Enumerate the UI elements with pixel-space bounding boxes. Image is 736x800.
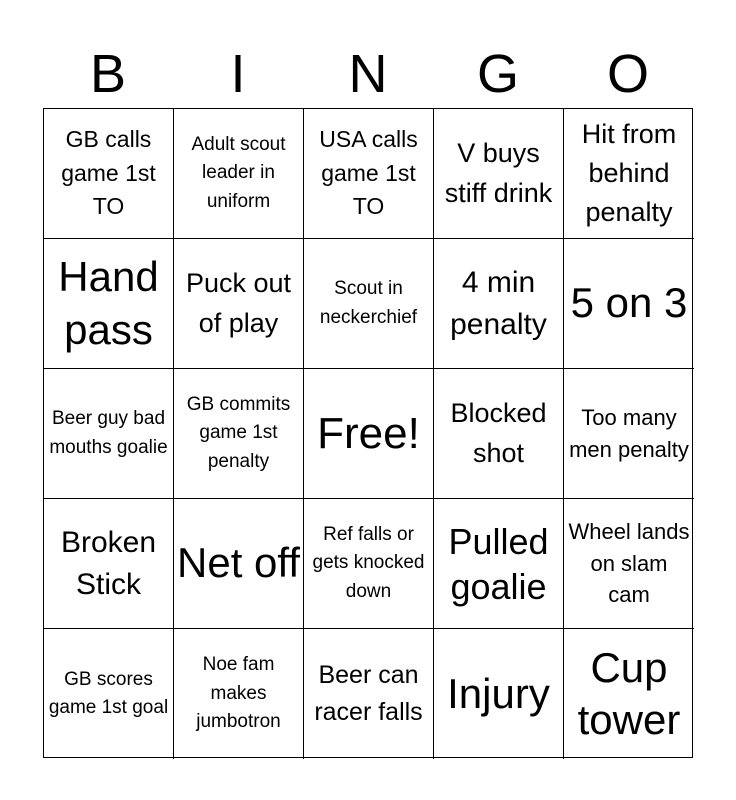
bingo-card xyxy=(43,108,693,758)
bingo-cell[interactable] xyxy=(304,109,434,239)
bingo-cell[interactable] xyxy=(434,499,564,629)
bingo-cell[interactable] xyxy=(44,369,174,499)
header-letter-n: N xyxy=(348,44,388,104)
bingo-cell[interactable] xyxy=(44,629,174,759)
cell-text: Too many men penalty xyxy=(569,404,689,462)
cell-text: Beer can racer falls xyxy=(314,660,423,726)
cell-text: Injury xyxy=(447,669,550,717)
bingo-cell[interactable] xyxy=(564,239,694,369)
header-letter-i: I xyxy=(230,44,246,104)
bingo-cell[interactable] xyxy=(174,629,304,759)
bingo-cell[interactable] xyxy=(304,239,434,369)
cell-text: Adult scout leader in uniform xyxy=(191,133,286,212)
header-letter-g: G xyxy=(476,44,519,104)
cell-text: Scout in neckerchief xyxy=(319,278,418,328)
free-space[interactable] xyxy=(304,369,434,499)
bingo-cell[interactable] xyxy=(174,369,304,499)
bingo-cell[interactable] xyxy=(44,239,174,369)
bingo-cell[interactable] xyxy=(44,499,174,629)
bingo-cell[interactable] xyxy=(44,109,174,239)
header-letter-o: O xyxy=(606,44,649,104)
cell-text: Broken Stick xyxy=(60,525,157,601)
bingo-cell[interactable] xyxy=(564,499,694,629)
header-letter-b: B xyxy=(89,44,127,104)
bingo-cell[interactable] xyxy=(434,369,564,499)
bingo-cell[interactable] xyxy=(564,369,694,499)
bingo-cell[interactable] xyxy=(434,109,564,239)
bingo-cell[interactable] xyxy=(564,109,694,239)
bingo-cell[interactable] xyxy=(434,239,564,369)
cell-text: Hit from behind penalty xyxy=(581,118,677,228)
cell-text: Hand pass xyxy=(58,253,159,353)
cell-text: Pulled goalie xyxy=(448,520,549,607)
bingo-cell[interactable] xyxy=(564,629,694,759)
bingo-cell[interactable] xyxy=(174,109,304,239)
cell-text: Blocked shot xyxy=(450,398,547,468)
cell-text: 5 on 3 xyxy=(570,279,688,327)
cell-text: GB commits game 1st penalty xyxy=(186,393,291,472)
bingo-cell[interactable] xyxy=(304,499,434,629)
cell-text: GB scores game 1st goal xyxy=(48,668,169,718)
cell-text: Wheel lands on slam cam xyxy=(568,518,690,608)
cell-text: GB calls game 1st TO xyxy=(61,126,156,220)
bingo-cell[interactable] xyxy=(174,499,304,629)
bingo-cell[interactable] xyxy=(304,629,434,759)
cell-text: Free! xyxy=(317,408,420,458)
cell-text: Net off xyxy=(177,539,300,587)
cell-text: Ref falls or gets knocked down xyxy=(312,523,425,602)
cell-text: V buys stiff drink xyxy=(444,138,553,208)
cell-text: USA calls game 1st TO xyxy=(319,126,418,220)
cell-text: Cup tower xyxy=(577,643,681,743)
cell-text: 4 min penalty xyxy=(450,265,547,341)
cell-text: Beer guy bad mouths goalie xyxy=(49,408,168,458)
bingo-cell[interactable] xyxy=(434,629,564,759)
bingo-header xyxy=(43,40,693,108)
cell-text: Puck out of play xyxy=(185,268,292,338)
bingo-cell[interactable] xyxy=(174,239,304,369)
cell-text: Noe fam makes jumbotron xyxy=(196,654,281,733)
